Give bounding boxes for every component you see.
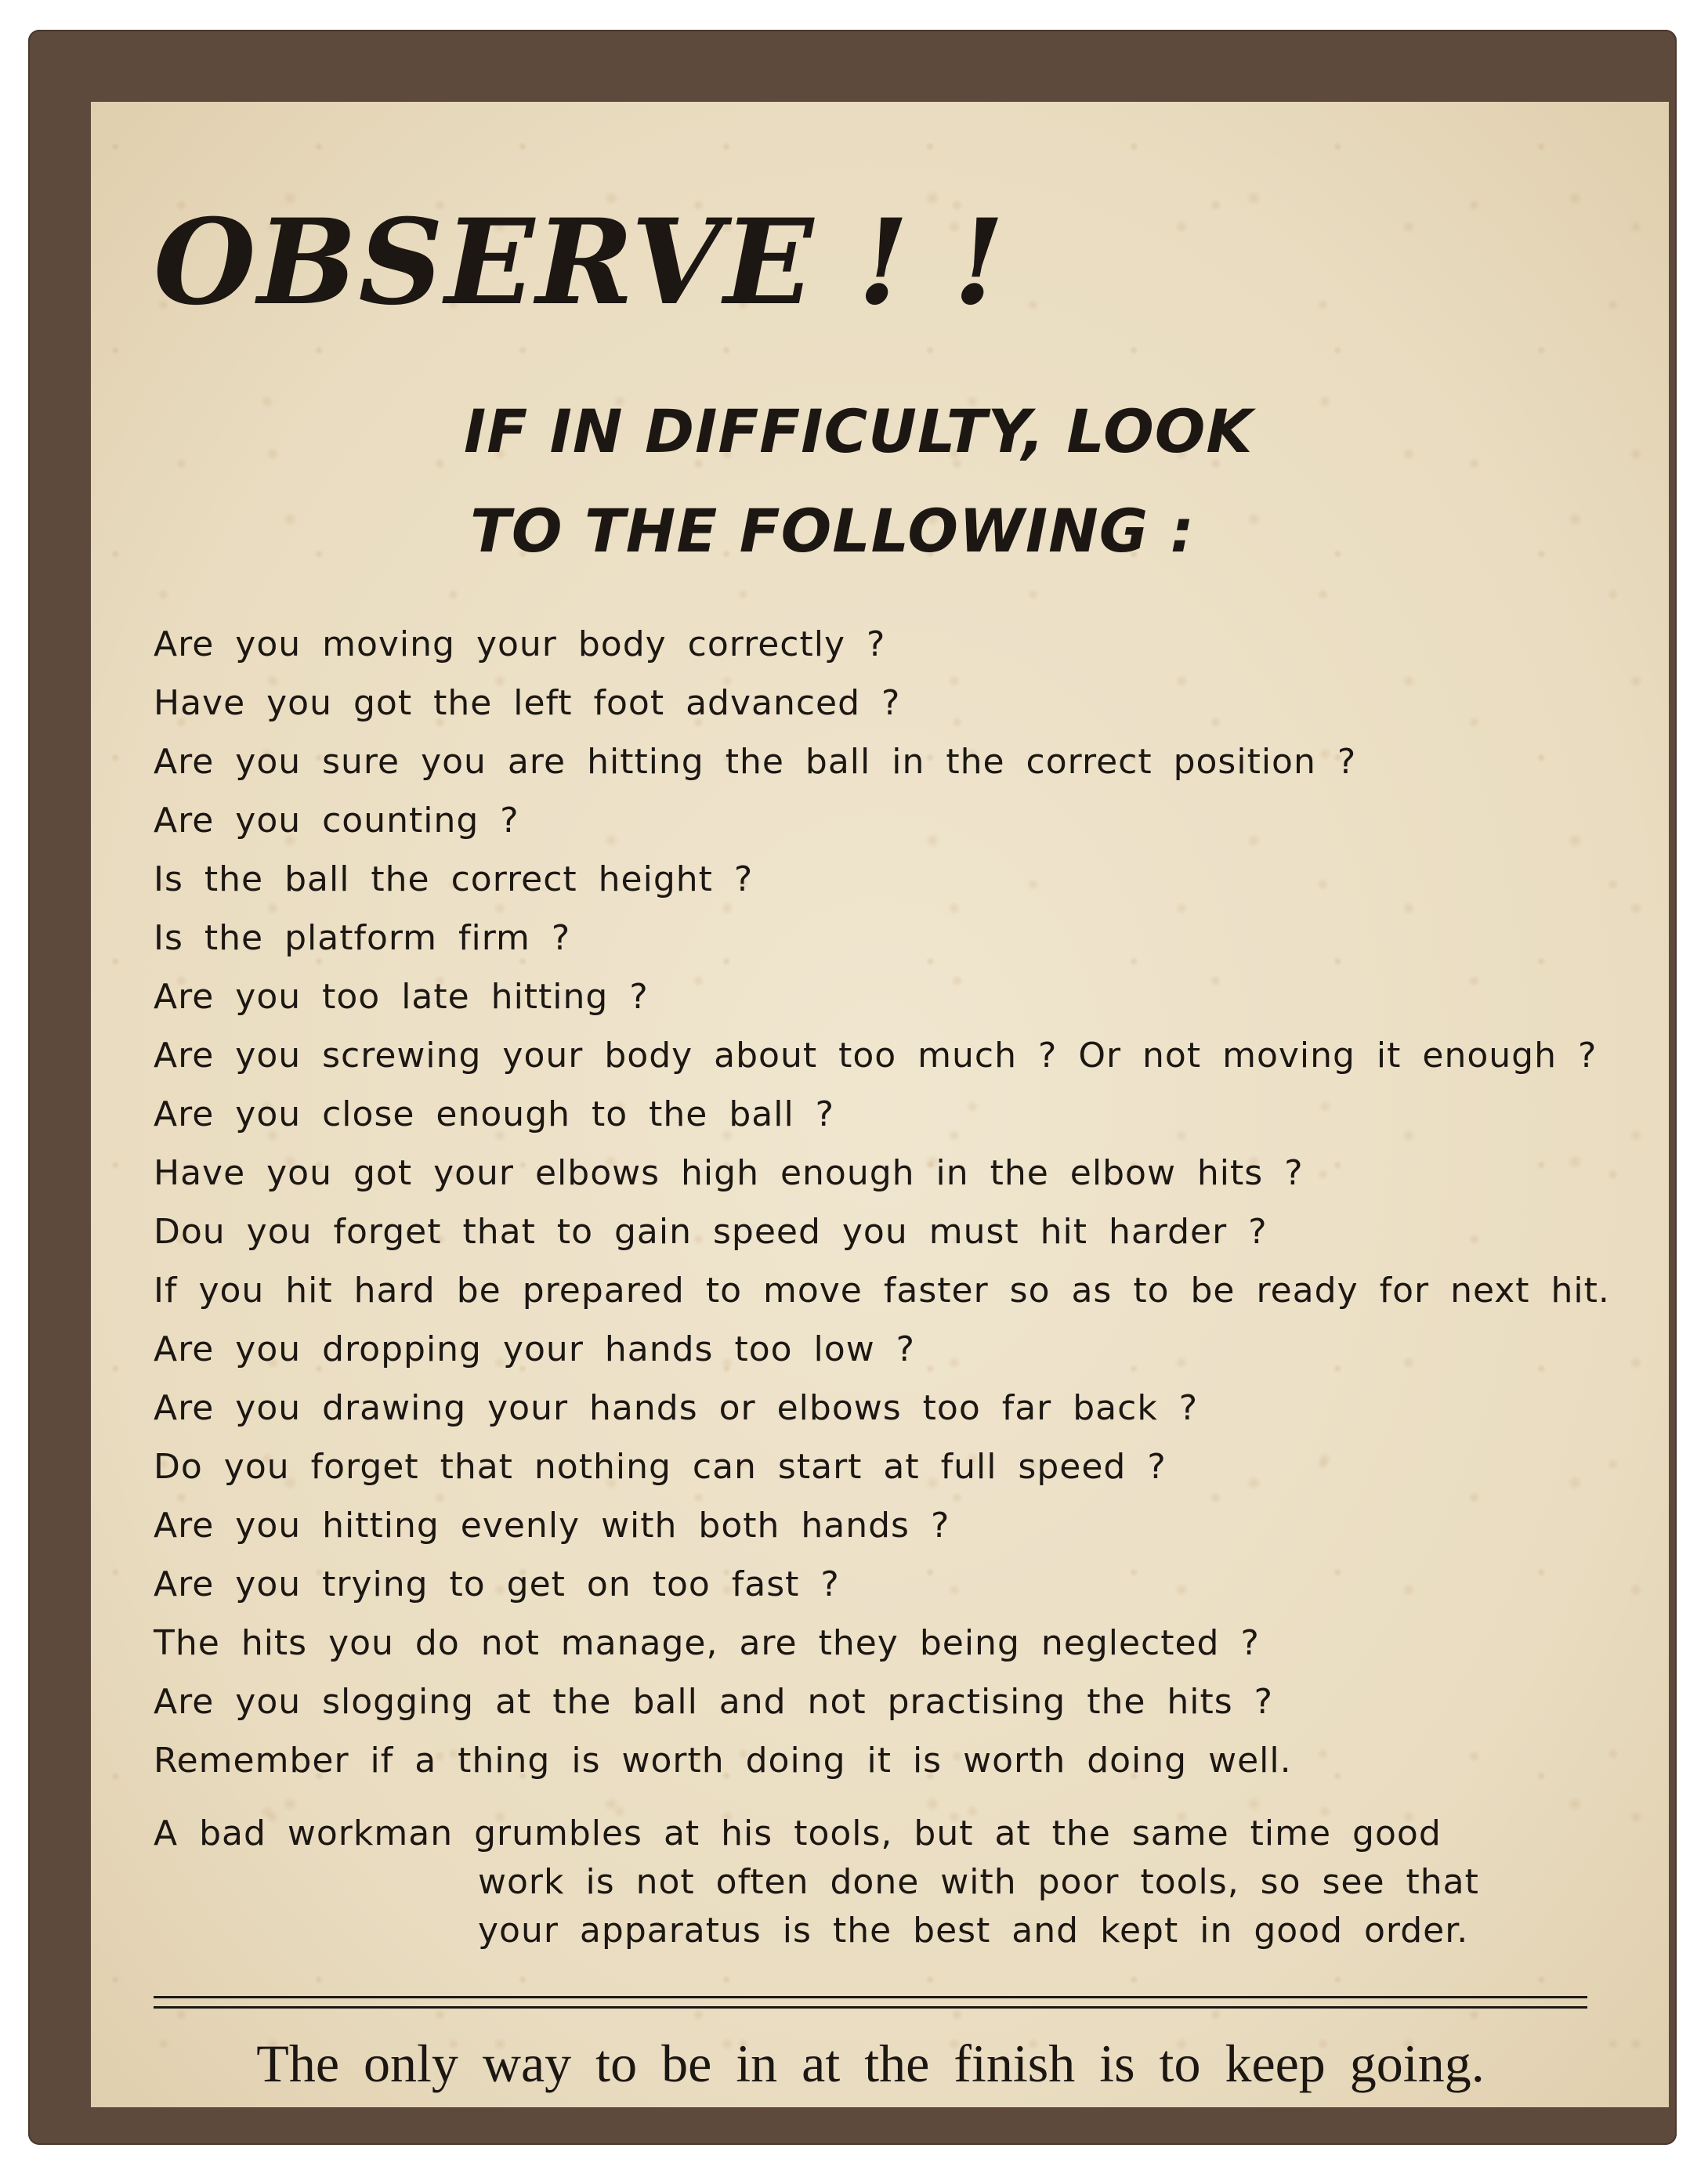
- list-item: Are you sure you are hitting the ball in the correct position ?: [154, 742, 1357, 782]
- list-item: If you hit hard be prepared to move faster so as to be ready for next hit.: [154, 1271, 1610, 1311]
- list-item: Are you slogging at the ball and not practising the hits ?: [154, 1682, 1274, 1722]
- list-item: Are you counting ?: [154, 801, 519, 841]
- list-item: Are you drawing your hands or elbows too far back ?: [154, 1388, 1199, 1428]
- question-list: [154, 615, 1627, 1790]
- workman-line-3: your apparatus is the best and kept in good order.: [478, 1911, 1469, 1951]
- list-item: The hits you do not manage, are they being neglected ?: [154, 1623, 1260, 1663]
- footer-motto: The only way to be in at the finish is to keep going.: [256, 2034, 1485, 2093]
- poster-sheet: [91, 102, 1669, 2107]
- list-item: Are you dropping your hands too low ?: [154, 1329, 916, 1369]
- list-item: Remember if a thing is worth doing it is worth doing well.: [154, 1741, 1292, 1781]
- list-item: Have you got the left foot advanced ?: [154, 683, 901, 723]
- workman-line-1: A bad workman grumbles at his tools, but at the same time good: [154, 1813, 1442, 1853]
- workman-line-2: work is not often done with poor tools, so see that: [478, 1862, 1479, 1902]
- double-rule-divider: [154, 1996, 1587, 2009]
- list-item: Dou you forget that to gain speed you must hit harder ?: [154, 1212, 1268, 1252]
- list-item: Do you forget that nothing can start at full speed ?: [154, 1447, 1167, 1487]
- subtitle-line-1: IF IN DIFFICULTY, LOOK: [464, 396, 1254, 466]
- list-item: Are you trying to get on too fast ?: [154, 1564, 840, 1604]
- mounting-board: [28, 30, 1677, 2145]
- list-item: Is the ball the correct height ?: [154, 859, 754, 899]
- list-item: Are you screwing your body about too much ? Or not moving it enough ?: [154, 1036, 1598, 1076]
- list-item: Have you got your elbows high enough in the elbow hits ?: [154, 1153, 1304, 1193]
- workman-paragraph: [154, 1810, 1627, 1955]
- list-item: Are you too late hitting ?: [154, 977, 649, 1017]
- list-item: Are you close enough to the ball ?: [154, 1094, 835, 1134]
- list-item: Are you moving your body correctly ?: [154, 624, 886, 664]
- subtitle-line-2: TO THE FOLLOWING :: [470, 496, 1195, 566]
- list-item: Are you hitting evenly with both hands ?: [154, 1506, 950, 1546]
- poster-title: OBSERVE ! !: [154, 193, 1007, 331]
- list-item: Is the platform firm ?: [154, 918, 571, 958]
